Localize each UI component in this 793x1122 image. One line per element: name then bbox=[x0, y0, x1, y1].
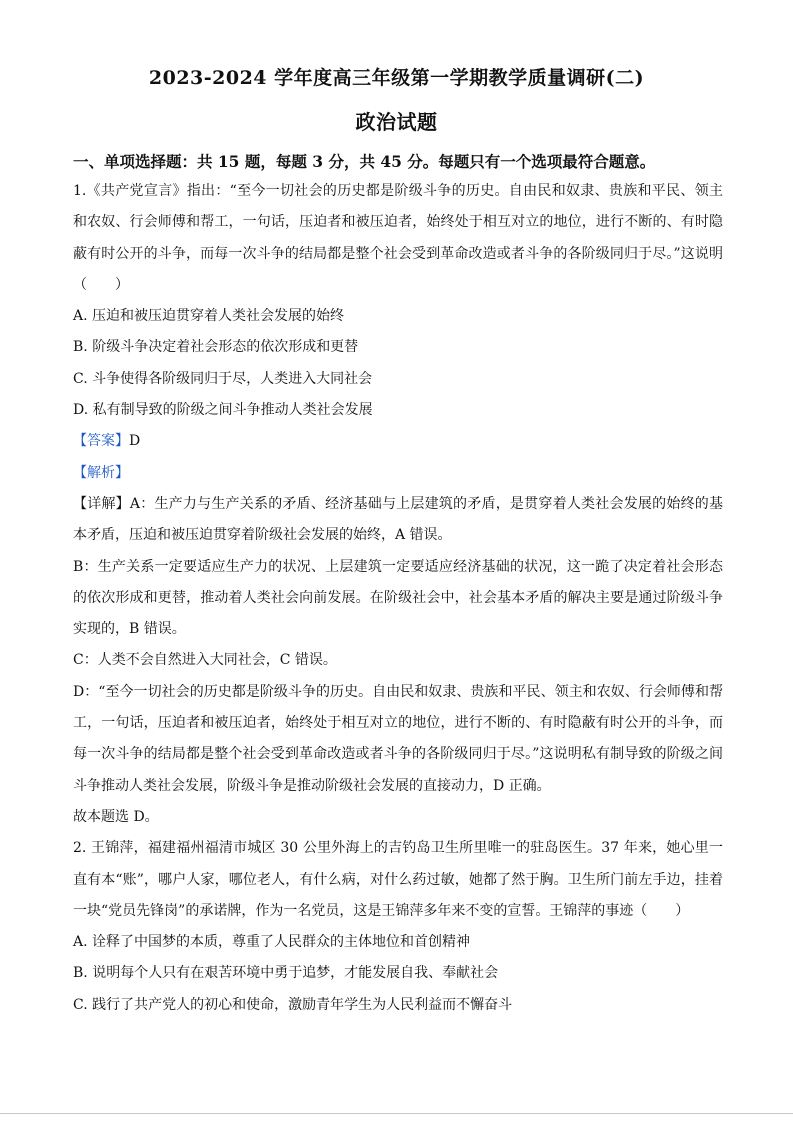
section-heading: 一、单项选择题：共 15 题，每题 3 分，共 45 分。每题只有一个选项最符合题意。 bbox=[73, 152, 656, 171]
analysis-label: 【解析】 bbox=[73, 464, 129, 481]
q1-option-c: C. 斗争使得各阶级同归于尽，人类进入大同社会 bbox=[73, 370, 373, 387]
q1-detail-a bbox=[73, 489, 723, 552]
q1-detail-b: B：生产关系一定要适应生产力的状况、上层建筑一定要适应经济基础的状况，这一跪了决定着社会形态的依次形成和更替，推动着人类社会向前发展。在阶级社会中，社会基本矛盾的解决主要是通过阶级斗争实现的，B 错误。 bbox=[73, 558, 723, 638]
q1-detail-c: C：人类不会自然进入大同社会，C 错误。 bbox=[73, 652, 337, 669]
q1-stem: 1.《共产党宣言》指出：“至今一切社会的历史都是阶级斗争的历史。自由民和奴隶、贵族和平民、领主和农奴、行会师傅和帮工，一句话，压迫者和被压迫者，始终处于相互对立的地位，进行不断的、有时隐蔽有时公开的斗争，而每一次斗争的结局都是整个社会受到革命改造或者斗争的各阶级同归于尽。”这说明（ ） bbox=[73, 183, 723, 293]
detail-label: 【详解】 bbox=[73, 495, 130, 512]
detail-a-text: A：生产力与生产关系的矛盾、经济基础与上层建筑的矛盾，是贯穿着人类社会发展的始终的基本矛盾，压迫和被压迫贯穿着阶级社会发展的始终，A 错误。 bbox=[73, 495, 724, 544]
q1-conclusion: 故本题选 D。 bbox=[73, 808, 159, 825]
page-bottom-divider bbox=[0, 1113, 793, 1114]
subject-title: 政治试题 bbox=[355, 110, 438, 134]
q1-answer bbox=[73, 426, 723, 457]
q2-option-b: B. 说明每个人只有在艰苦环境中勇于追梦，才能发展自我、奉献社会 bbox=[73, 965, 499, 982]
answer-value: D bbox=[129, 433, 141, 450]
q2-stem: 2. 王锦萍，福建福州福清市城区 30 公里外海上的吉钓岛卫生所里唯一的驻岛医生。37 年来，她心里一直有本“账”，哪户人家，哪位老人，有什么病，对什么药过敏，她都了然于胸。卫生所门前左手边，挂着一块“党员先锋岗”的承诺牌，作为一名党员，这是王锦萍多年来不变的宣誓。王锦萍的事迹（ ） bbox=[73, 840, 723, 919]
q1-option-b: B. 阶级斗争决定着社会形态的依次形成和更替 bbox=[73, 339, 359, 356]
exam-title: 2023-2024 学年度高三年级第一学期教学质量调研(二) bbox=[148, 67, 645, 89]
q1-option-d: D. 私有制导致的阶级之间斗争推动人类社会发展 bbox=[73, 402, 373, 419]
q2-option-c: C. 践行了共产党人的初心和使命，激励青年学生为人民利益而不懈奋斗 bbox=[73, 996, 513, 1013]
q1-analysis bbox=[73, 458, 723, 489]
question-content bbox=[73, 176, 723, 1021]
answer-label: 【答案】 bbox=[73, 433, 129, 450]
q1-detail-d: D：“至今一切社会的历史都是阶级斗争的历史。自由民和奴隶、贵族和平民、领主和农奴、行会师傅和帮工，一句话，压迫者和被压迫者，始终处于相互对立的地位，进行不断的、有时隐蔽有时公开的斗争，而每一次斗争的结局都是整个社会受到革命改造或者斗争的各阶级同归于尽。”这说明私有制导致的阶级之间斗争推动人类社会发展，阶级斗争是推动阶级社会发展的直接动力，D 正确。 bbox=[73, 683, 723, 794]
q2-option-a: A. 诠释了中国梦的本质，尊重了人民群众的主体地位和首创精神 bbox=[73, 934, 471, 951]
q1-option-a: A. 压迫和被压迫贯穿着人类社会发展的始终 bbox=[73, 308, 345, 325]
